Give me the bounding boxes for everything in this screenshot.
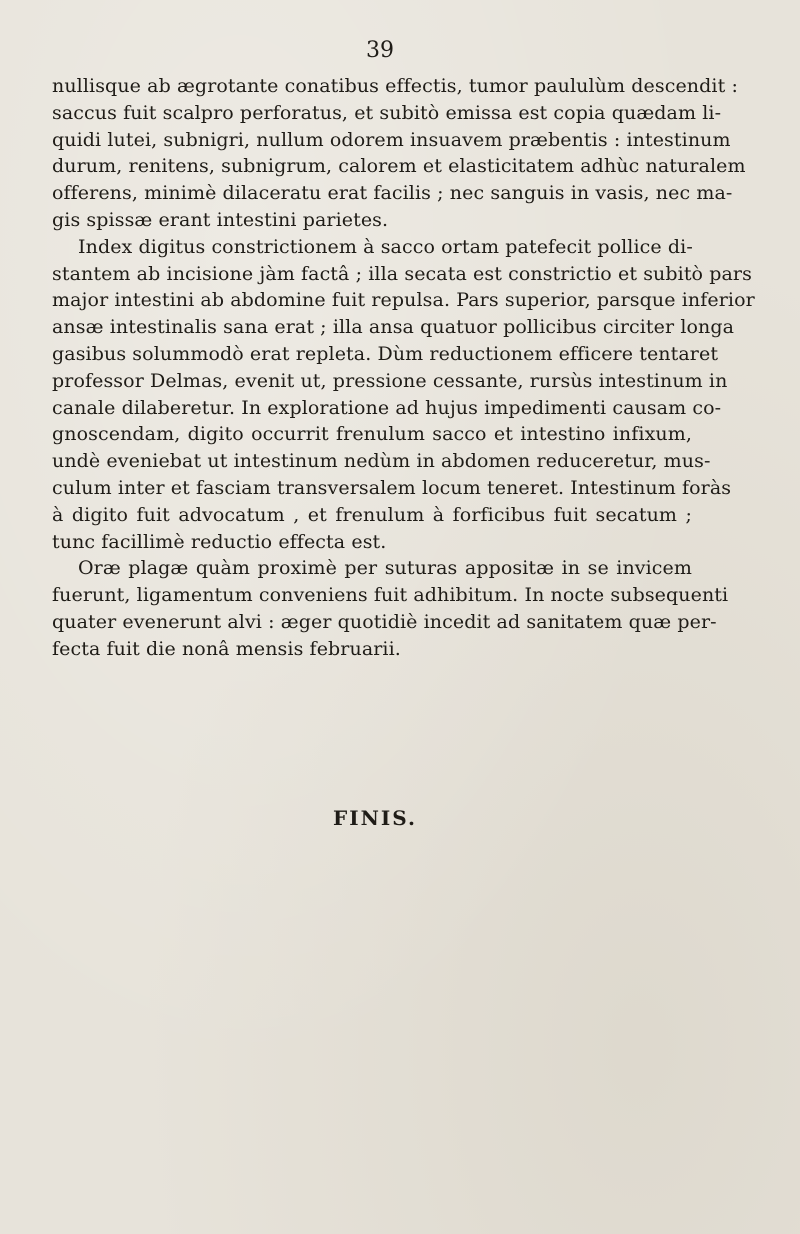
text-line: fecta fuit die nonâ mensis februarii. — [52, 637, 401, 660]
text-line: durum, renitens, subnigrum, calorem et elasticitatem adhùc naturalem — [52, 155, 746, 178]
text-line: ansæ intestinalis sana erat ; illa ansa quatuor pollicibus circiter longa — [52, 316, 735, 339]
text-line: saccus fuit scalpro perforatus, et subitò emissa est copia quædam li- — [52, 101, 722, 124]
text-line: Oræ plagæ quàm proximè per suturas appositæ in se invicem — [78, 557, 692, 580]
text-line: gasibus solummodò erat repleta. Dùm reductionem efficere tentaret — [52, 342, 719, 365]
closing-finis: FINIS. — [333, 806, 417, 830]
text-line: undè eveniebat ut intestinum nedùm in abdomen reduceretur, mus- — [52, 450, 711, 473]
text-line: professor Delmas, evenit ut, pressione cessante, rursùs intestinum in — [52, 369, 728, 392]
text-line: offerens, minimè dilaceratu erat facilis ; nec sanguis in vasis, nec ma- — [52, 182, 733, 205]
text-line: à digito fuit advocatum , et frenulum à forficibus fuit secatum ; — [52, 503, 692, 526]
text-line: major intestini ab abdomine fuit repulsa. Pars superior, parsque inferior — [52, 289, 755, 312]
text-line: fuerunt, ligamentum conveniens fuit adhibitum. In nocte subsequenti — [52, 584, 729, 607]
text-line: Index digitus constrictionem à sacco ortam patefecit pollice di- — [78, 235, 693, 258]
text-line: stantem ab incisione jàm factâ ; illa secata est constrictio et subitò pars — [52, 262, 752, 285]
text-line: quater evenerunt alvi : æger quotidiè incedit ad sanitatem quæ per- — [52, 610, 717, 633]
paragraph — [52, 234, 755, 556]
text-line: nullisque ab ægrotante conatibus effectis, tumor paululùm descendit : — [52, 75, 738, 97]
body-text — [52, 73, 755, 663]
text-line: tunc facillimè reductio effecta est. — [52, 530, 387, 553]
paragraph — [52, 555, 729, 662]
page-number: 39 — [366, 38, 394, 63]
text-line: quidi lutei, subnigri, nullum odorem insuavem præbentis : intestinum — [52, 128, 731, 151]
paragraph — [52, 73, 746, 234]
text-line: gnoscendam, digito occurrit frenulum sacco et intestino infixum, — [52, 423, 692, 446]
text-line: gis spissæ erant intestini parietes. — [52, 208, 389, 231]
text-line: canale dilaberetur. In exploratione ad hujus impedimenti causam co- — [52, 396, 722, 419]
text-line: culum inter et fasciam transversalem locum teneret. Intestinum foràs — [52, 476, 732, 499]
